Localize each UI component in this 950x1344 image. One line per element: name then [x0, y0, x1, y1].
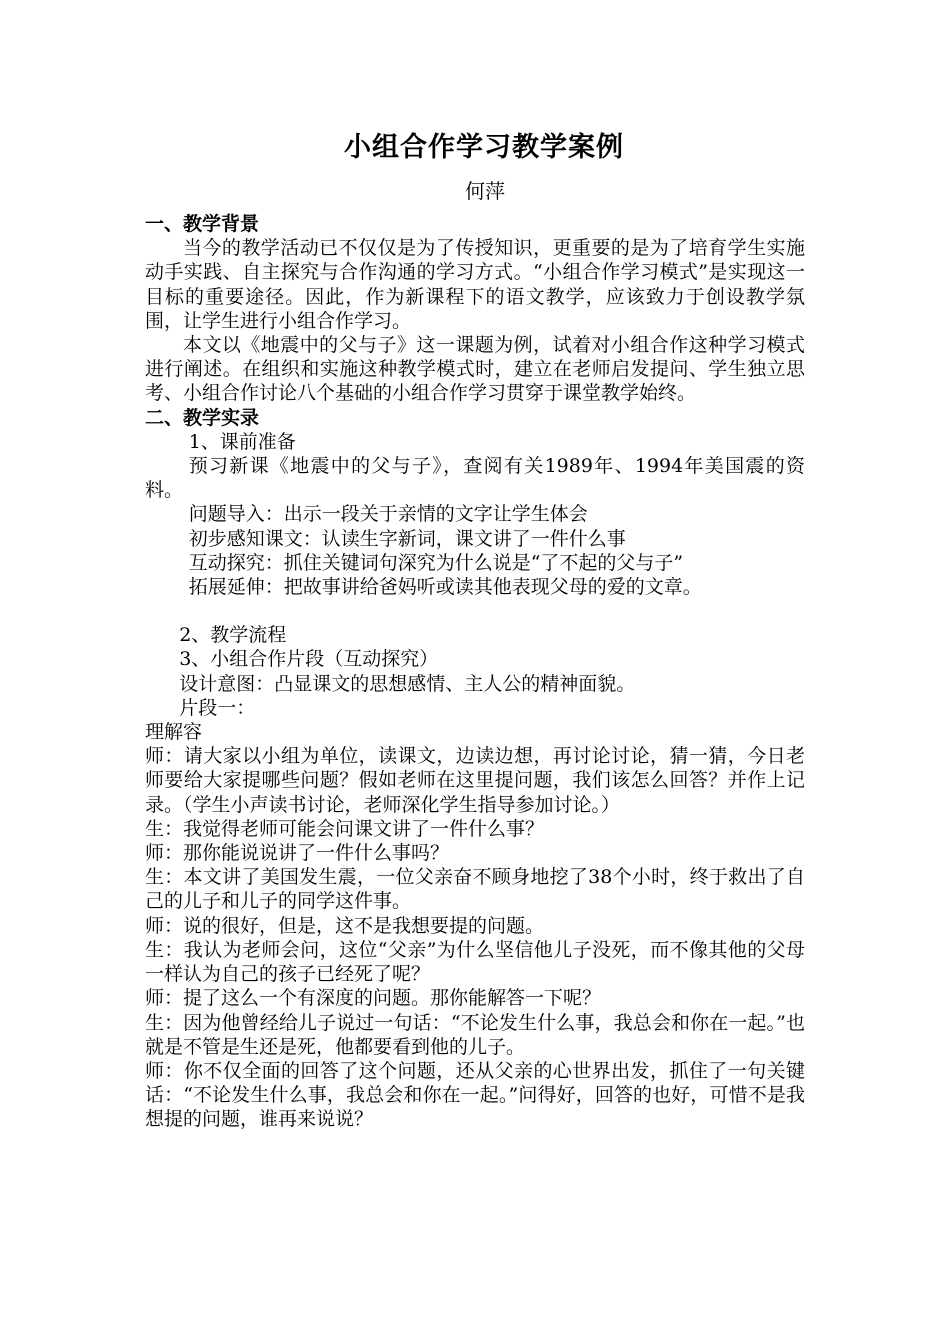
dialogue-line: 生：因为他曾经给儿子说过一句话：“不论发生什么事，我总会和你在一起。”也就是不管是生还是死，他都要看到他的儿子。: [145, 1011, 805, 1058]
paragraph: 本文以《地震中的父与子》这一课题为例，试着对小组合作这种学习模式进行阐述。在组织和实施这种教学模式时，建立在老师启发提问、学生独立思考、小组合作讨论八个基础的小组合作学习贯穿于课堂教学始终。: [145, 334, 805, 405]
document-page: [145, 128, 805, 1132]
section-heading-record: 二、教学实录: [145, 406, 260, 429]
step-item: 问题导入：出示一段关于亲情的文字让学生体会: [188, 503, 588, 526]
dialogue-line: 生：我觉得老师可能会问课文讲了一件什么事？: [145, 817, 545, 840]
dialogue-line: 生：本文讲了美国发生震，一位父亲奋不顾身地挖了38个小时，终于救出了自己的儿子和儿子的同学这件事。: [145, 866, 805, 913]
dialogue-line: 师：提了这么一个有深度的问题。那你能解答一下呢？: [145, 987, 602, 1010]
dialogue-line: 师：那你能说说讲了一件什么事吗？: [145, 842, 450, 865]
subheading-flow: 2、教学流程: [179, 624, 287, 647]
dialogue-line: 师：请大家以小组为单位，读课文，边读边想，再讨论讨论，猜一猜，今日老师要给大家提哪些问题？假如老师在这里提问题，我们该怎么回答？并作上记录。（学生小声读书讨论，老师深化学生指导参加讨论。）: [145, 745, 805, 816]
paragraph: 当今的教学活动已不仅仅是为了传授知识，更重要的是为了培育学生实施动手实践、自主探究与合作沟通的学习方式。“小组合作学习模式”是实现这一目标的重要途径。因此，作为新课程下的语文教学，应该致力于创设教学氛围，让学生进行小组合作学习。: [145, 237, 805, 332]
step-item: 拓展延伸：把故事讲给爸妈听或读其他表现父母的爱的文章。: [188, 576, 702, 599]
topic-label: 理解容: [145, 721, 203, 744]
spacer: [145, 599, 805, 623]
step-item: 初步感知课文：认读生字新词，课文讲了一件什么事: [188, 527, 626, 550]
document-title: 小组合作学习教学案例: [344, 132, 624, 163]
paragraph: 预习新课《地震中的父与子》，查阅有关1989年、1994年美国震的资料。: [145, 455, 805, 502]
document-author: 何萍: [465, 179, 505, 203]
dialogue-line: 师：你不仅全面的回答了这个问题，还从父亲的心世界出发，抓住了一句关键话：“不论发生什么事，我总会和你在一起。”问得好，回答的也好，可惜不是我想提的问题，谁再来说说？: [145, 1059, 805, 1131]
dialogue-line: 师：说的很好，但是，这不是我想要提的问题。: [145, 914, 545, 937]
design-intent: 设计意图：凸显课文的思想感情、主人公的精神面貌。: [179, 672, 636, 695]
dialogue-line: 生：我认为老师会问，这位“父亲”为什么坚信他儿子没死，而不像其他的父母一样认为自己的孩子已经死了呢？: [145, 938, 805, 986]
subheading-fragment: 3、小组合作片段（互动探究）: [179, 648, 439, 671]
section-heading-background: 一、教学背景: [145, 213, 260, 235]
subheading-preparation: 1、课前准备: [188, 430, 296, 453]
fragment-label: 片段一：: [179, 696, 256, 719]
step-item: 互动探究：抓住关键词句深究为什么说是“了不起的父与子”: [188, 551, 684, 574]
